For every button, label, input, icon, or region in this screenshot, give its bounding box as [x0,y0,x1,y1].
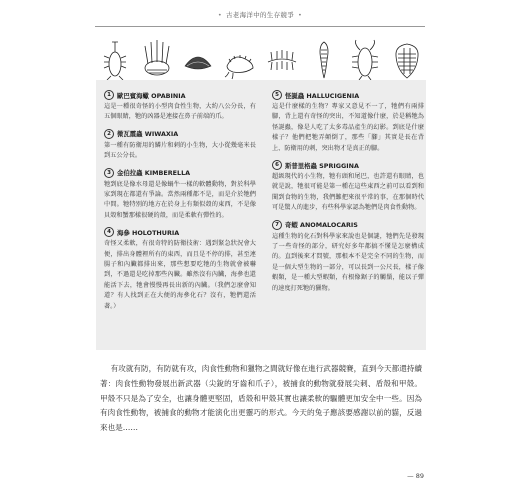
entry-body: 這種生物的化石對科學家來說也是個謎，牠們先是發現了一些奇怪的部分，研究好多年都搞不懂是怎麼構成的。直到後來才問號，那根本不是完全不同的生物，而是一個大型生物的一部分，可以長到一公尺長，樣子像蝦類，是一種大型蝦類，有根像鋸子的觸鬚，能以子彈的速度打死牠的獵物。 [272,232,424,292]
running-header [0,10,520,19]
entry-body: 第一種有防衛用的鱗片和刺的小生物，大小從幾毫米長到五公分長。 [104,141,256,160]
wiwaxia-illustration [140,36,174,82]
entry-kimberella [104,168,256,222]
entry-hallucigenia [272,90,424,154]
entry-title: 金伯拉蟲 KIMBERELLA [117,169,191,178]
entry-holothuria [104,227,256,312]
entry-opabinia [104,90,256,123]
opabinia-illustration [98,36,132,82]
entry-title: 怪誕蟲 HALLUCIGENIA [285,91,360,100]
creature-info-panel [96,80,426,350]
entry-number: 6 [272,160,282,170]
entry-number: 2 [104,129,114,139]
entry-body: 奇怪又柔軟，有很奇特的防衛技術：遇到緊急狀況會大便，排出身體裡所有的東西，而且是不停的排，甚至連腸子和內臟都排出來，那些想要吃牠的生物就會被嚇到，不過還是吃掉那些內臟。雖然沒有內臟，海參也還能活下去，牠會慢慢再長出新的內臟。（我們怎麼會知道？有人找到正在大便的海參化石？沒有，牠們還活著。） [104,240,256,310]
entry-number: 1 [104,90,114,100]
entry-title: 海參 HOLOTHURIA [117,228,180,237]
entry-title: 歐巴賓海蠍 OPABINIA [117,91,186,100]
entry-number: 3 [104,168,114,178]
entry-body: 這是一種很奇怪的小型肉食性生物，大約八公分長，有五個眼睛，牠的凶器是連接在鼻子前端的爪。 [104,103,256,121]
spriggina-illustration [307,36,341,82]
entry-wiwaxia [104,129,256,162]
main-paragraph: 有攻就有防，有防就有攻，肉食性動物和獵物之間就好像在進行武器競賽，直到今天都還持續著：肉食性動物發展出新武器（尖銳的牙齒和爪子），被捕食的動物就發展尖刺、盾殼和甲殼。甲殼不只是為了安全，也讓身體更堅固，盾殼和甲殼其實也讓柔軟的驅體更加安全中一些。因為有肉食性動物，被捕食的動物才能演化出更靈巧的形式。今天的兔子應該要感謝以前的貓，反過來也是…… [100,364,422,433]
creature-illustration-strip [98,34,424,84]
header-title: 古老海洋中的生存競爭 [226,11,294,19]
entry-body: 牠到底是像水母還是像蝸牛一樣的軟體動物，對於科學家到現在都還有爭論。當然兩種都不是，而是介於牠們中間。牠特別的地方在於身上有類似殼的東西，不是像貝殼和蟹那樣很硬的殼，而是柔軟有彈性的。 [104,180,256,219]
info-column-right [272,90,424,300]
entry-body: 這是什麼樣的生物？專家又意見不一了，牠們有兩排腳，背上還有奇怪的突出，不知道像什麼，於是稱牠為怪誕蟲，像是人吃了太多毒品產生的幻影。到底是什麼樣子？他們把牠弄顛倒了，那些「腳」其實是長在背上、防衛用的刺，突出物才是真正的腳。 [272,103,424,152]
entry-title: 奇蝦 ANOMALOCARIS [285,221,358,230]
header-dot-left: • [217,11,222,19]
trilobite-illustration [390,36,424,82]
anomalocaris-illustration [348,36,382,82]
hallucigenia-illustration [265,36,299,82]
entry-title: 微瓦霞蟲 WIWAXIA [117,130,179,139]
entry-anomalocaris [272,220,424,294]
header-rule [95,26,425,27]
entry-number: 7 [272,220,282,230]
entry-body: 超級現代的小生物，牠有頭和尾巴，也許還有眼睛，也就是說，牠很可能是第一種在這些東西之前可以看到和聞到食物的生物，我們難把來很平常的事，在那個時代可是驚人的進步，有些科學家認為牠們是肉食性動物。 [272,173,424,212]
page-number: — 89 [407,472,424,480]
header-dot-right: • [298,11,303,19]
entry-number: 4 [104,227,114,237]
info-column-left [104,90,256,318]
entry-spriggina [272,160,424,214]
entry-number: 5 [272,90,282,100]
entry-title: 斯普里格蟲 SPRIGGINA [285,161,359,170]
kimberella-illustration [181,36,215,82]
holothuria-illustration [223,36,257,82]
